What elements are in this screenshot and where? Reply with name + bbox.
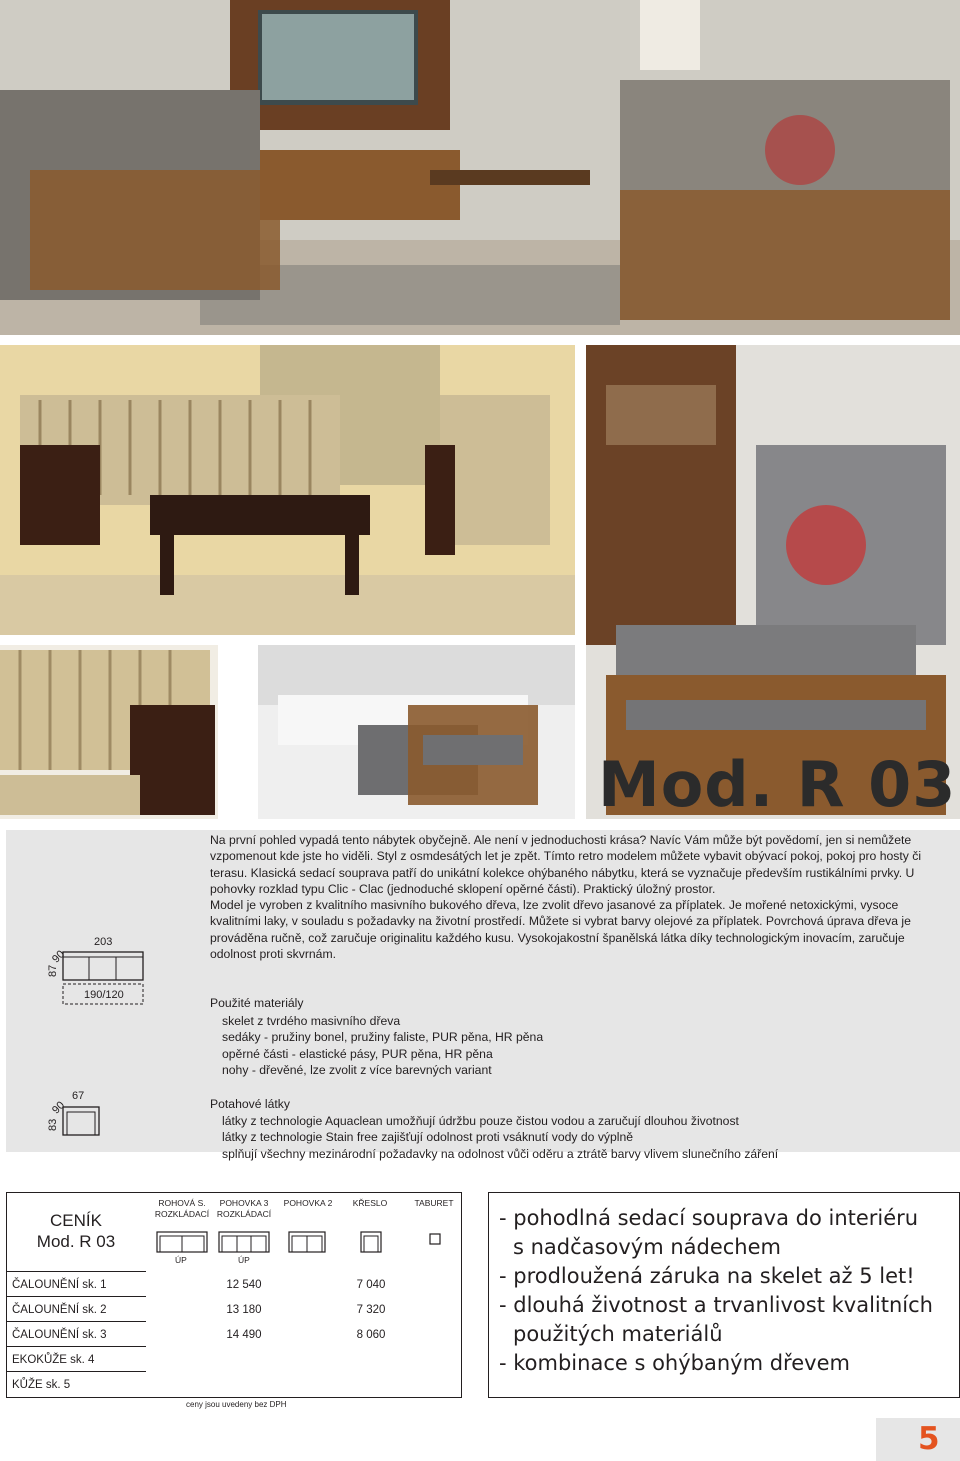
model-title: Mod. R 03 <box>598 748 957 821</box>
description <box>210 832 950 962</box>
sofa-top-view-icon <box>62 951 144 981</box>
list-item: nohy - dřevěné, lze zvolit z více barevných variant <box>222 1062 492 1077</box>
sofa2-icon <box>288 1231 326 1253</box>
price-chair: 7 320 <box>356 1304 386 1316</box>
row-divider <box>6 1271 146 1272</box>
feature-item-continued <box>513 1235 781 1259</box>
column-header-line: POHOVKA 3 <box>219 1198 269 1208</box>
armchair-icon <box>360 1231 382 1253</box>
sofa-height-87: 87 <box>47 964 59 977</box>
chair-height-83: 83 <box>47 1118 59 1131</box>
sofa-closeup-photo <box>0 645 218 819</box>
sofa-bed-photo <box>258 645 575 819</box>
row-label: ČALOUNĚNÍ sk. 3 <box>12 1329 107 1341</box>
pricelist-title <box>6 1210 146 1252</box>
column-header-line: ROZKLÁDACÍ <box>154 1209 210 1219</box>
price-chair: 8 060 <box>356 1329 386 1341</box>
description-paragraph: Model je vyroben z kvalitního masivního bukového dřeva, lze zvolit dřevo jasanové za příplatek. Je mořené netoxickými, vysoce kvalitními laky, v souladu s požadavky na životní prostředí. Můžete si vybrat barvy olejové za příplatek. Povrchová úprava dřeva je prováděna ručně, což zaručuje originalitu každého kusu. Vysokojakostní španělská látka díky technologickým inovacím, zaručuje odolnost proti skvrnám. <box>210 898 911 962</box>
pricelist-title-line: CENÍK <box>50 1211 102 1230</box>
row-divider <box>6 1346 146 1347</box>
row-divider <box>6 1371 146 1372</box>
feature-prefix: s <box>513 1235 531 1259</box>
page-number: 5 <box>918 1421 940 1457</box>
chair-width: 67 <box>72 1090 85 1102</box>
list-item: sedáky - pružiny bonel, pružiny faliste, PUR pěna, HR pěna <box>222 1030 544 1045</box>
chair-height-90: 90 <box>50 1099 68 1117</box>
column-header-line: ROZKLÁDACÍ <box>216 1209 272 1219</box>
feature-item: - prodloužená záruka na skelet až 5 let! <box>499 1264 915 1288</box>
living-room-photo <box>0 0 960 335</box>
column-header-corner <box>152 1198 212 1220</box>
column-header-sofa3 <box>214 1198 274 1220</box>
storage-label: ÚP <box>175 1255 187 1265</box>
price-sofa3: 12 540 <box>226 1279 262 1291</box>
price-sofa3: 14 490 <box>226 1329 262 1341</box>
sofa-height-90: 90 <box>50 948 68 966</box>
corner-sofa-icon <box>156 1231 208 1253</box>
list-item: skelet z tvrdého masivního dřeva <box>222 1014 401 1028</box>
fabrics-list <box>222 1113 778 1162</box>
sofa-width: 203 <box>94 936 113 948</box>
row-label: ČALOUNĚNÍ sk. 1 <box>12 1279 107 1291</box>
sofa-bed-size: 190/120 <box>84 989 124 1001</box>
row-label: EKOKŮŽE sk. 4 <box>12 1354 95 1366</box>
list-item: látky z technologie Aquaclean umožňují údržbu pouze čistou vodou a zaručují dlouhou životnost <box>222 1114 739 1128</box>
feature-item: - kombinace s ohýbaným dřevem <box>499 1351 850 1375</box>
column-header-stool: TABURET <box>414 1198 454 1208</box>
storage-label: ÚP <box>238 1255 250 1265</box>
price-chair: 7 040 <box>356 1279 386 1291</box>
column-header-chair: KŘESLO <box>352 1198 388 1208</box>
row-divider <box>6 1296 146 1297</box>
price-sofa3: 13 180 <box>226 1304 262 1316</box>
row-label: ČALOUNĚNÍ sk. 2 <box>12 1304 107 1316</box>
list-item: opěrné části - elastické pásy, PUR pěna, HR pěna <box>222 1046 493 1061</box>
list-item: splňují všechny mezinárodní požadavky na odolnost vůči oděru a ztrátě barvy vlivem slunečního záření <box>222 1146 779 1161</box>
column-header-sofa2: POHOVKA 2 <box>283 1198 333 1208</box>
pricelist-model: Mod. R 03 <box>36 1232 116 1251</box>
row-label: KŮŽE sk. 5 <box>12 1379 71 1391</box>
beige-sofa-set-photo <box>0 345 575 635</box>
feature-item: - dlouhá životnost a trvanlivost kvalitních <box>499 1293 933 1317</box>
materials-list <box>222 1013 543 1078</box>
column-header-line: ROHOVÁ S. <box>158 1198 206 1208</box>
chair-top-view-icon <box>62 1106 100 1136</box>
feature-continuation: nadčasovým nádechem <box>530 1235 781 1259</box>
description-paragraph: Na první pohled vypadá tento nábytek obyčejně. Ale není v jednoduchosti krása? Navíc Vám může být povědomí, jen si nemůžete vzpomenout kde jste ho viděli. Styl z osmdesátých let je zpět. Tímto retro modelem můžete vybavit obývací pokoj, pokoj pro hosty či terasu. Klasická sedací souprava patří do unikátní kolekce ohýbaného nábytku, která se vyznačuje především rustikálními prvky. U pohovky rozklad typu Clic - Clac (jednoduché sklopení opěrné části). Praktický úložný prostor. <box>210 833 922 896</box>
row-divider <box>6 1321 146 1322</box>
stool-icon <box>429 1233 441 1245</box>
materials-title: Použité materiály <box>210 996 304 1010</box>
price-note: ceny jsou uvedeny bez DPH <box>186 1400 287 1409</box>
feature-item: - pohodlná sedací souprava do interiéru <box>499 1206 919 1230</box>
list-item: látky z technologie Stain free zajišťují odolnost proti vsáknutí vody do výplně <box>222 1130 634 1145</box>
sofa3-icon <box>218 1231 270 1253</box>
fabrics-title: Potahové látky <box>210 1097 290 1111</box>
feature-item-continued: použitých materiálů <box>513 1322 723 1346</box>
